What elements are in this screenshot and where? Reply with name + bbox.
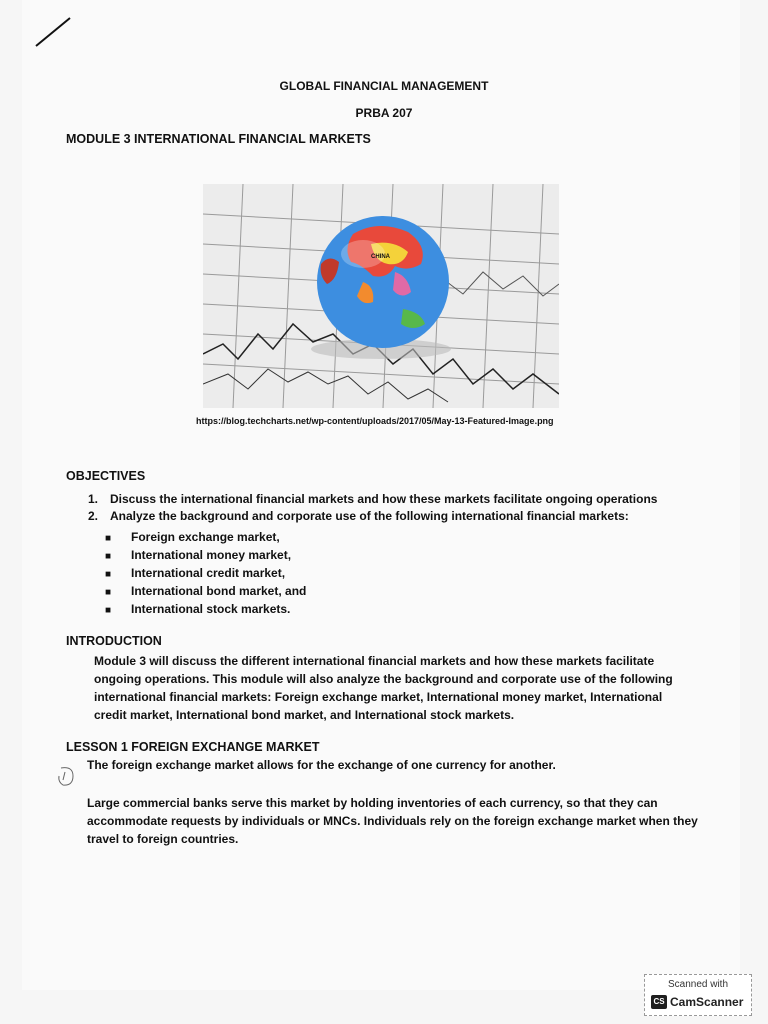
- introduction-paragraph: Module 3 will discuss the different international financial markets and how these markets facilitate ongoing operations. This module will also analyze the background and corporate use of the following international financial markets: Foreign exchange market, International money market, International credit market, International bond market, and International stock markets.: [94, 654, 673, 722]
- market-item: ■ Foreign exchange market,: [105, 529, 505, 547]
- introduction-heading: INTRODUCTION: [66, 634, 162, 648]
- objective-number: 1.: [88, 492, 99, 506]
- scanned-with-text: Scanned with: [667, 979, 729, 990]
- objective-text: Discuss the international financial markets and how these markets facilitate ongoing operations: [110, 492, 658, 506]
- camscanner-name: CamScanner: [670, 995, 744, 1009]
- objective-item: [88, 491, 708, 508]
- objective-number: 2.: [88, 509, 99, 523]
- objective-text: Analyze the background and corporate use of the following international financial markets:: [110, 509, 629, 523]
- market-item: ■ International bond market, and: [105, 583, 505, 601]
- course-code: PRBA 207: [355, 106, 413, 120]
- pen-mark-icon: [34, 14, 74, 50]
- image-caption: https://blog.techcharts.net/wp-content/uploads/2017/05/May-13-Featured-Image.png: [196, 416, 554, 426]
- market-item: ■ International money market,: [105, 547, 505, 565]
- globe-chart-image: [203, 184, 559, 408]
- bullet-icon: ■: [105, 587, 112, 598]
- module-title: MODULE 3 INTERNATIONAL FINANCIAL MARKETS: [66, 132, 371, 146]
- market-sublist: [105, 529, 505, 619]
- objectives-heading: OBJECTIVES: [66, 469, 146, 483]
- camscanner-logo-icon: CS: [651, 995, 667, 1009]
- bullet-icon: ■: [105, 605, 112, 616]
- lesson1-intro-sentence: The foreign exchange market allows for the exchange of one currency for another.: [87, 758, 556, 772]
- bullet-icon: ■: [105, 551, 112, 562]
- lesson1-heading: LESSON 1 FOREIGN EXCHANGE MARKET: [66, 740, 320, 754]
- handwritten-circle-mark-icon: [55, 764, 77, 788]
- market-item: ■ International credit market,: [105, 565, 505, 583]
- course-title: GLOBAL FINANCIAL MANAGEMENT: [279, 79, 489, 93]
- camscanner-badge: [644, 974, 752, 1016]
- globe-on-chart-illustration: [203, 184, 559, 408]
- bullet-icon: ■: [105, 533, 112, 544]
- objective-item: [88, 508, 708, 525]
- market-item: ■ International stock markets.: [105, 601, 505, 619]
- lesson1-paragraph: Large commercial banks serve this market by holding inventories of each currency, so that they can accommodate requests by individuals or MNCs. Individuals rely on the foreign exchange market when they travel to foreign countries.: [87, 796, 698, 846]
- globe-country-label: CHINA: [371, 254, 390, 260]
- objectives-list: [88, 491, 708, 525]
- bullet-icon: ■: [105, 569, 112, 580]
